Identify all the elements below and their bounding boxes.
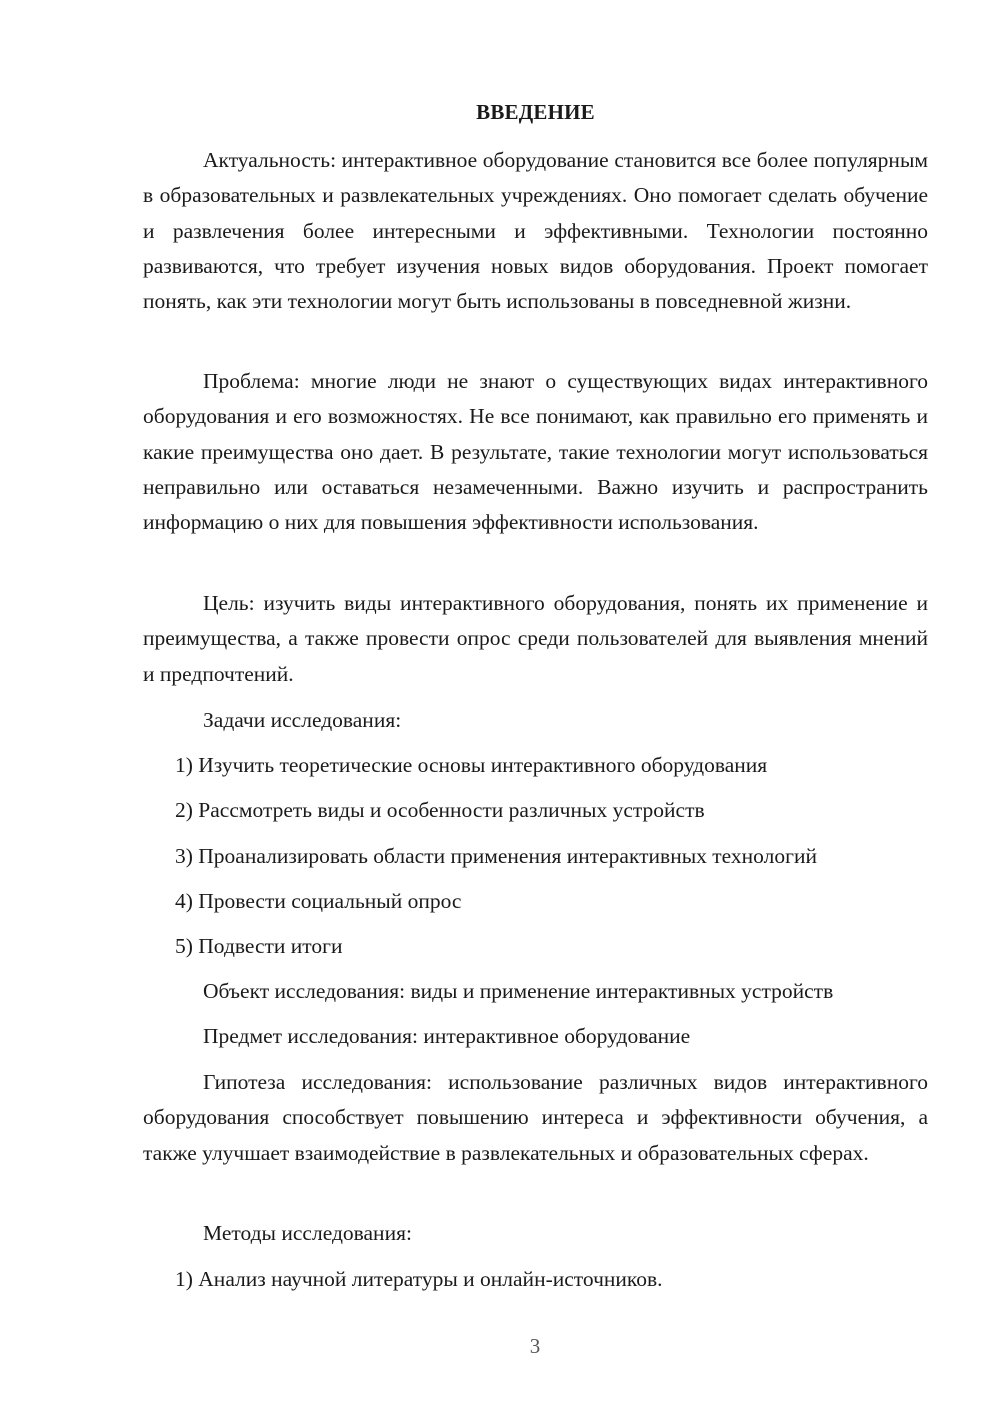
tasks-heading: Задачи исследования: [203, 708, 402, 732]
task-item: 1) Изучить теоретические основы интерактивного оборудования [175, 753, 768, 777]
task-item: 2) Рассмотреть виды и особенности различных устройств [175, 798, 705, 822]
task-item: 4) Провести социальный опрос [175, 889, 462, 913]
hypothesis-paragraph: Гипотеза исследования: использование различных видов интерактивного оборудования способствует повышению интереса и эффективности обучения, а также улучшает взаимодействие в развлекательных и образовательных сферах. [143, 1070, 928, 1165]
relevance-paragraph: Актуальность: интерактивное оборудование становится все более популярным в образовательных и развлекательных учреждениях. Оно помогает сделать обучение и развлечения более интересными и эффективными. Технологии постоянно развиваются, что требует изучения новых видов оборудования. Проект помогает понять, как эти технологии могут быть использованы в повседневной жизни. [143, 148, 928, 314]
goal-paragraph: Цель: изучить виды интерактивного оборудования, понять их применение и преимущества, а также провести опрос среди пользователей для выявления мнений и предпочтений. [143, 591, 928, 686]
page-number: 3 [529, 1334, 541, 1358]
methods-heading: Методы исследования: [203, 1221, 412, 1245]
method-item: 1) Анализ научной литературы и онлайн-источников. [175, 1267, 663, 1291]
problem-paragraph: Проблема: многие люди не знают о существующих видах интерактивного оборудования и его возможностях. Не все понимают, как правильно его применять и какие преимущества оно дает. В результате, такие технологии могут использоваться неправильно или оставаться незамеченными. Важно изучить и распространить информацию о них для повышения эффективности использования. [143, 369, 928, 535]
task-item: 5) Подвести итоги [175, 934, 343, 958]
task-item: 3) Проанализировать области применения интерактивных технологий [175, 844, 817, 868]
research-object: Объект исследования: виды и применение интерактивных устройств [203, 979, 834, 1003]
page-title: ВВЕДЕНИЕ [476, 100, 595, 124]
research-subject: Предмет исследования: интерактивное оборудование [203, 1024, 691, 1048]
